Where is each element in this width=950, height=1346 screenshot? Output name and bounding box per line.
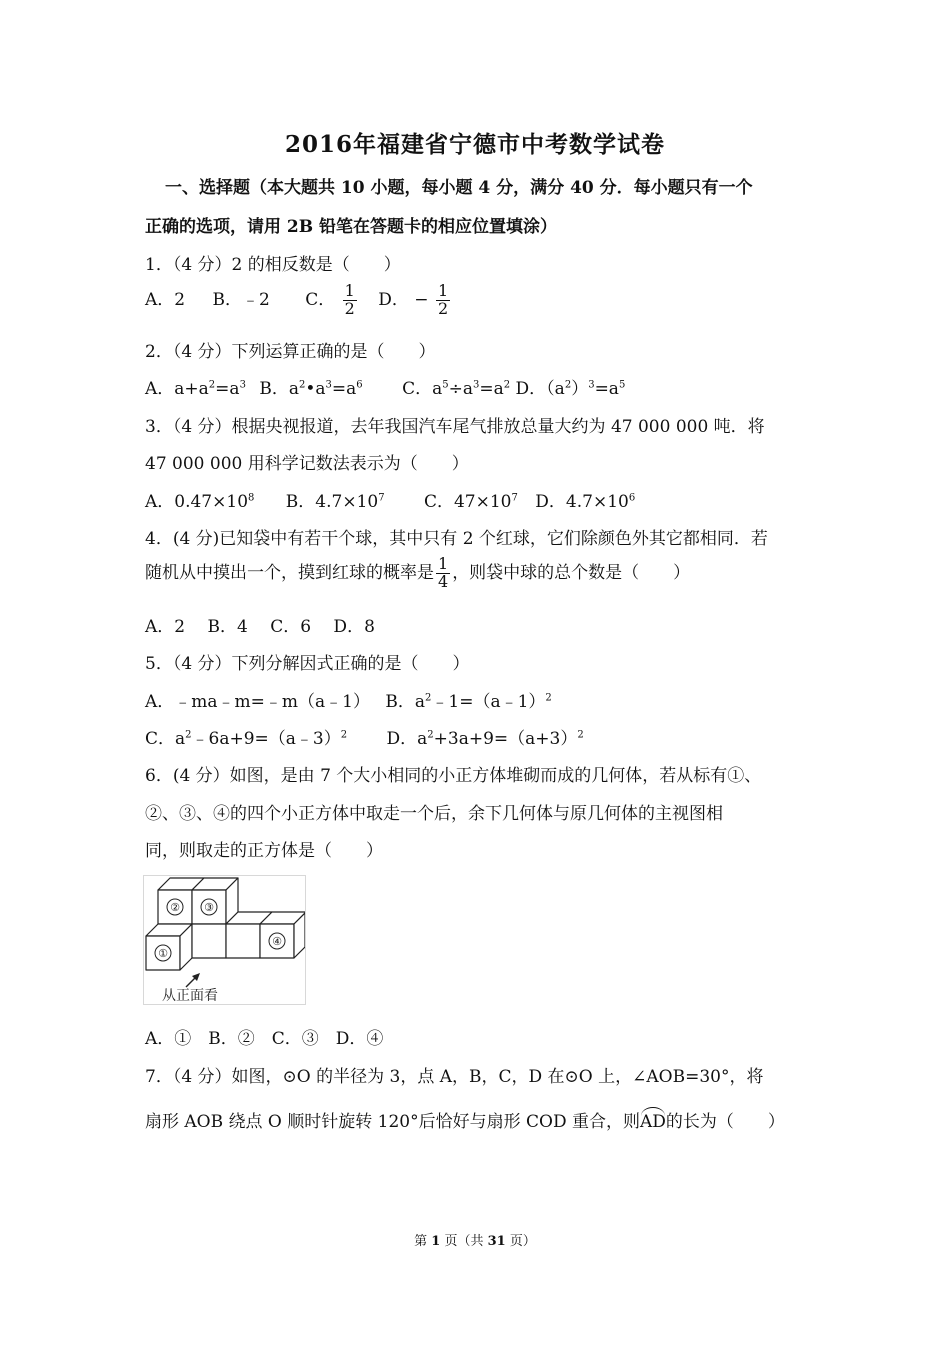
cube-stack-drawing (144, 876, 305, 1004)
section-heading-line1: 一、选择题（本大题共 10 小题，每小题 4 分，满分 40 分．每小题只有一个 (165, 178, 753, 198)
question-4-line1: 4．(4 分)已知袋中有若干个球，其中只有 2 个红球，它们除颜色外其它都相同．若 (145, 529, 768, 549)
cube-label-2: ② (170, 901, 180, 914)
question-5-options-row2 (145, 724, 584, 749)
front-cube-a (192, 924, 226, 958)
q1-option-c-fraction: $\frac{1}{2}$ (344, 281, 355, 318)
question-2-stem: 2．（4 分）下列运算正确的是（ ） (145, 342, 436, 362)
q2-option-d: D．$(a^2)^3=a^5$ (515, 379, 626, 399)
section-heading-line2: 正确的选项，请用 2B 铅笔在答题卡的相应位置填涂） (145, 217, 558, 237)
question-3-line1: 3．（4 分）根据央视报道，去年我国汽车尾气排放总量大约为 47 000 000 吨．将 (145, 417, 765, 437)
question-2-options (145, 374, 625, 399)
question-3-line2: 47 000 000 用科学记数法表示为（ ） (145, 454, 469, 474)
question-6-line3: 同，则取走的正方体是（ ） (145, 841, 383, 861)
q1-option-d-sign: − (414, 289, 429, 310)
q3-option-b: B．$4.7\times 10^7$ (285, 492, 385, 512)
question-1-options (145, 283, 452, 318)
q1-option-d-fraction: $\frac{1}{2}$ (437, 281, 449, 318)
cube-stack-figure (143, 875, 306, 1005)
question-7-line2: 扇形 AOB 绕点 O 顺时针旋转 120°后恰好与扇形 COD 重合，则AD的长为（ ） (145, 1112, 785, 1132)
q3-option-d: D．$4.7\times 10^6$ (535, 492, 636, 512)
arc-ad-symbol: AD (640, 1112, 666, 1132)
q5-option-a: A．﹣ma﹣m=﹣m（a﹣1） (145, 692, 370, 712)
q2-option-b: B．$a^2•a^3=a^6$ (259, 379, 363, 399)
q3-option-a: A．$0.47\times 10^8$ (145, 492, 255, 512)
q2-option-a: A．$a+a^2=a^3$ (145, 379, 246, 399)
question-7-line1: 7．（4 分）如图，⊙O 的半径为 3，点 A，B，C，D 在⊙O 上，∠AOB=30°，将 (145, 1067, 764, 1087)
q5-option-d: D．$a^2+3a+9=(a+3)^2$ (386, 729, 584, 749)
question-6-line2: ②、③、④的四个小正方体中取走一个后，余下几何体与原几何体的主视图相 (145, 804, 723, 824)
question-5-stem: 5．（4 分）下列分解因式正确的是（ ） (145, 654, 470, 674)
question-4-line2: 随机从中摸出一个，摸到红球的概率是 $\frac{1}{4}$ ，则袋中球的总个数是（ ） (145, 554, 691, 591)
q4-probability-fraction: $\frac{1}{4}$ (438, 554, 449, 591)
total-page-count: 31 (487, 1234, 506, 1249)
figure-caption: 从正面看 (162, 988, 218, 1004)
question-1-stem: 1．（4 分）2 的相反数是（ ） (145, 255, 401, 275)
q1-option-c-label: C． (305, 289, 336, 310)
question-3-options (145, 487, 635, 512)
q1-option-a: A．2 (145, 289, 186, 310)
question-6-line1: 6．(4 分）如图，是由 7 个大小相同的小正方体堆砌而成的几何体，若从标有①、 (145, 766, 762, 786)
page-footer: 第 1 页（共 31 页） (414, 1234, 536, 1249)
q1-option-b: B．﹣2 (212, 289, 270, 310)
cube-label-3: ③ (204, 901, 214, 914)
front-cube-b (226, 924, 260, 958)
current-page-number: 1 (431, 1234, 441, 1249)
q5-option-b: B．$a^2﹣1=(a﹣1)^2$ (385, 692, 552, 712)
question-6-options: A．① B．② C．③ D．④ (145, 1029, 384, 1049)
q5-option-c: C．$a^2﹣6a+9=(a﹣3)^2$ (145, 729, 348, 749)
cube-label-4: ④ (272, 935, 282, 948)
question-5-options-row1 (145, 687, 552, 712)
cube-label-1: ① (158, 947, 168, 960)
q3-option-c: C．$47\times 10^7$ (423, 492, 518, 512)
q1-option-d-label: D． (378, 289, 409, 310)
question-4-options: A．2 B．4 C．6 D．8 (145, 617, 375, 637)
q2-option-c: C．$a^5\div a^3=a^2$ (402, 379, 511, 399)
page-title: 2016年福建省宁德市中考数学试卷 (284, 131, 665, 158)
